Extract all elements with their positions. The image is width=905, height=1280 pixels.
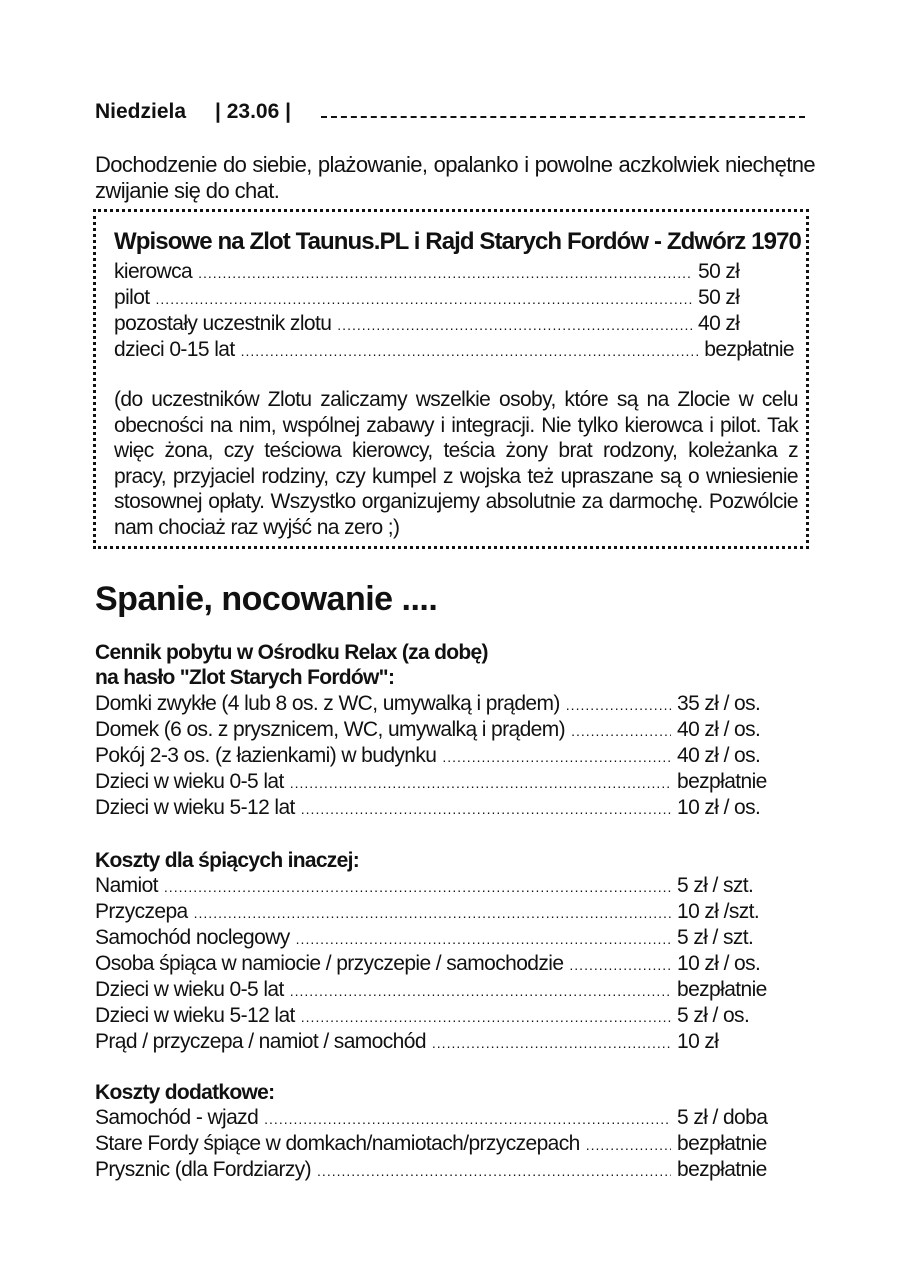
fees-note: (do uczestników Zlotu zaliczamy wszelkie osoby, które są na Zlocie w celu obecności na nim, wspólnej zabawy i integracji. Nie tylko kierowca i pilot. Tak więc żona, czy teściowa kierowcy, teścia żony brat rodzony, koleżanka z pracy, przyjaciel rodziny, czy kumpel z wojska też upraszane są o wniesienie stosownej opłaty. Wszystko organizujemy absolutnie za darmochę. Pozwólcie nam chociaż raz wyjść na zero ;) xyxy=(114,388,798,539)
price-value: 40 zł / os. xyxy=(677,718,761,741)
day-date: | 23.06 | xyxy=(215,100,291,123)
fee-label: dzieci 0-15 lat xyxy=(114,338,235,361)
price-value: bezpłatnie xyxy=(677,1158,767,1181)
dot-leader xyxy=(164,874,671,900)
price-row xyxy=(95,977,815,1004)
dot-leader xyxy=(317,1158,671,1184)
price-value: 10 zł / os. xyxy=(677,952,761,975)
price-value: bezpłatnie xyxy=(677,770,767,793)
price-label: Domek (6 os. z prysznicem, WC, umywalką i prądem) xyxy=(95,718,566,741)
price-row xyxy=(95,1157,815,1184)
price-label: Stare Fordy śpiące w domkach/namiotach/przyczepach xyxy=(95,1132,580,1155)
dot-leader xyxy=(156,286,692,312)
fee-value: 40 zł xyxy=(698,312,740,335)
price-value: 35 zł / os. xyxy=(677,692,761,715)
dot-leader xyxy=(296,926,671,952)
day-description: Dochodzenie do siebie, plażowanie, opalanko i powolne aczkolwiek niechętne zwijanie się do chat. xyxy=(95,152,815,203)
dot-leader xyxy=(290,978,671,1004)
price-value: bezpłatnie xyxy=(677,1132,767,1155)
price-row xyxy=(95,769,815,796)
day-name: Niedziela xyxy=(95,100,187,123)
price-label: Prąd / przyczepa / namiot / samochód xyxy=(95,1030,426,1053)
price-row xyxy=(95,1105,815,1132)
price-label: Dzieci w wieku 5-12 lat xyxy=(95,1004,295,1027)
price-row xyxy=(95,717,815,744)
dot-leader xyxy=(194,900,671,926)
dot-leader xyxy=(566,692,671,718)
price-row xyxy=(95,951,815,978)
other-title: Koszty dla śpiących inaczej: xyxy=(95,849,360,872)
relax-title-line2: na hasło "Zlot Starych Fordów": xyxy=(95,666,395,689)
dot-leader xyxy=(198,260,692,286)
price-row xyxy=(95,899,815,926)
price-label: Pokój 2-3 os. (z łazienkami) w budynku xyxy=(95,744,437,767)
dot-leader xyxy=(571,718,671,744)
price-value: 10 zł /szt. xyxy=(677,900,760,923)
price-value: 10 zł xyxy=(677,1030,719,1053)
dot-leader xyxy=(432,1030,671,1056)
price-label: Prysznic (dla Fordziarzy) xyxy=(95,1158,312,1181)
dot-leader xyxy=(301,796,671,822)
extra-title: Koszty dodatkowe: xyxy=(95,1081,275,1104)
price-row xyxy=(95,1029,815,1056)
price-value: 5 zł / doba xyxy=(677,1106,768,1129)
price-label: Osoba śpiąca w namiocie / przyczepie / samochodzie xyxy=(95,952,564,975)
dot-leader xyxy=(569,952,671,978)
price-value: 10 zł / os. xyxy=(677,796,761,819)
fee-value: bezpłatnie xyxy=(704,338,794,361)
dot-leader xyxy=(586,1132,671,1158)
price-row xyxy=(95,925,815,952)
fees-box xyxy=(93,209,809,549)
price-label: Samochód noclegowy xyxy=(95,926,290,949)
price-row xyxy=(95,691,815,718)
price-row xyxy=(95,873,815,900)
dot-leader xyxy=(264,1106,671,1132)
price-label: Namiot xyxy=(95,874,158,897)
price-label: Dzieci w wieku 0-5 lat xyxy=(95,770,284,793)
dashed-divider xyxy=(321,116,805,118)
fee-label: pilot xyxy=(114,286,150,309)
fee-label: pozostały uczestnik zlotu xyxy=(114,312,332,335)
relax-title-line1: Cennik pobytu w Ośrodku Relax (za dobę) xyxy=(95,641,488,664)
fee-row xyxy=(114,259,770,286)
price-value: 5 zł / os. xyxy=(677,1004,750,1027)
price-label: Samochód - wjazd xyxy=(95,1106,259,1129)
price-value: 5 zł / szt. xyxy=(677,874,754,897)
fee-label: kierowca xyxy=(114,260,193,283)
fee-row xyxy=(114,311,770,338)
day-header xyxy=(95,100,815,130)
fee-value: 50 zł xyxy=(698,260,740,283)
fee-value: 50 zł xyxy=(698,286,740,309)
fee-row xyxy=(114,285,770,312)
price-label: Dzieci w wieku 5-12 lat xyxy=(95,796,295,819)
price-label: Domki zwykłe (4 lub 8 os. z WC, umywalką i prądem) xyxy=(95,692,560,715)
price-value: bezpłatnie xyxy=(677,978,767,1001)
dot-leader xyxy=(442,744,671,770)
price-value: 5 zł / szt. xyxy=(677,926,754,949)
dot-leader xyxy=(301,1004,671,1030)
price-label: Przyczepa xyxy=(95,900,188,923)
price-row xyxy=(95,743,815,770)
price-value: 40 zł / os. xyxy=(677,744,761,767)
price-label: Dzieci w wieku 0-5 lat xyxy=(95,978,284,1001)
price-row xyxy=(95,1003,815,1030)
dot-leader xyxy=(290,770,671,796)
price-row xyxy=(95,1131,815,1158)
dot-leader xyxy=(241,338,699,364)
dot-leader xyxy=(337,312,692,338)
fees-title: Wpisowe na Zlot Taunus.PL i Rajd Starych Fordów - Zdwórz 1970 xyxy=(114,228,801,255)
fee-row xyxy=(114,337,794,364)
price-row xyxy=(95,795,815,822)
section-heading: Spanie, nocowanie .... xyxy=(95,580,438,618)
